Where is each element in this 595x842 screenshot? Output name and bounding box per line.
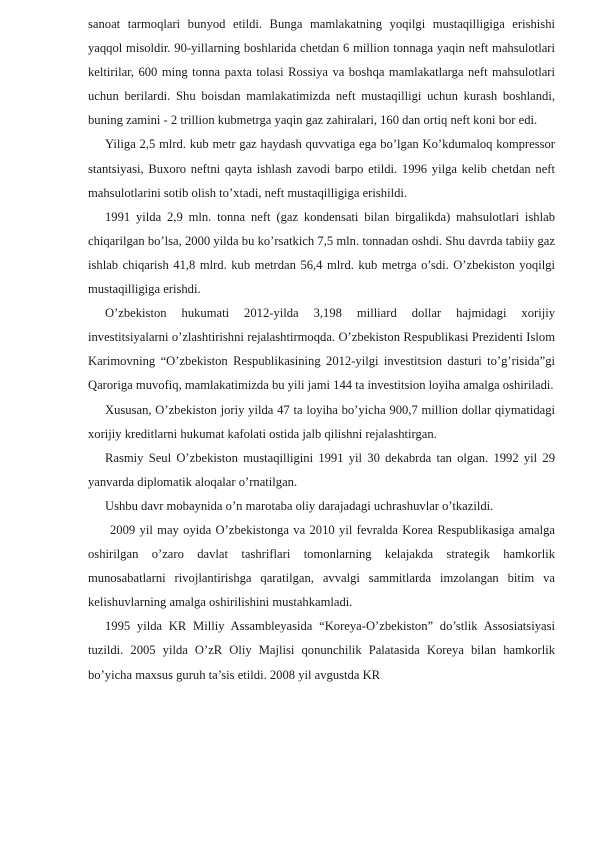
paragraph-foreign-credits: Xususan, O’zbekiston joriy yilda 47 ta loyiha bo’yicha 900,7 million dollar qiymatidagi xorijiy kreditlarni hukumat kafolati ostida jalb qilishni rejalashtirgan.: [88, 402, 555, 441]
paragraph-state-visits: 2009 yil may oyida O’zbekistonga va 2010 yil fevralda Korea Respublikasiga amalga oshirilgan o’zaro davlat tashriflari tomonlarning kelajakda strategik hamkorlik munosabatlarni rivojlantirishga qaratilgan, avvalgi sammitlarda imzolangan bitim va kelishuvlarning amalga oshirilishini mustahkamladi.: [88, 522, 555, 610]
paragraph-investments-2012: O’zbekiston hukumati 2012-yilda 3,198 milliard dollar hajmidagi xorijiy investitsiyalarni o’zlashtirishni rejalashtirmoqda. O’zbekiston Respublikasi Prezidenti Islom Karimovning “O’zbekiston Respublikasining 2012-yilgi investitsion dasturi to’g’risida”gi Qaroriga muvofiq, mamlakatimizda bu yili jami 144 ta investitsion loyiha amalga oshiriladi.: [88, 306, 555, 393]
paragraph-kokdumaloq-compressor: Yiliga 2,5 mlrd. kub metr gaz haydash quvvatiga ega bo’lgan Ko’kdumaloq kompressor stantsiyasi, Buxoro neftni qayta ishlash zavodi barpo etildi. 1996 yilga kelib chetdan neft mahsulotlarini sotib olish to’xtadi, neft mustaqilligiga erishildi.: [88, 137, 555, 200]
paragraph-oil-production-growth: 1991 yilda 2,9 mln. tonna neft (gaz kondensati bilan birgalikda) mahsulotlari ishlab chiqarilgan bo’lsa, 2000 yilda bu ko’rsatkich 7,5 mln. tonnadan oshdi. Shu davrda tabiiy gaz ishlab chiqarish 41,8 mlrd. kub metrdan 56,4 mlrd. kub metrga o’sdi. O’zbekiston yoqilgi mustaqilligiga erishdi.: [88, 209, 555, 297]
paragraph-friendship-association: 1995 yilda KR Milliy Assambleyasida “Koreya-O’zbekiston” do’stlik Assosiatsiyasi tuzildi. 2005 yilda O’zR Oliy Majlisi qonunchilik Palatasida Koreya bilan hamkorlik bo’yicha maxsus guruh ta’sis etildi. 2008 yil avgustda KR: [88, 619, 555, 682]
paragraph-high-level-meetings: Ushbu davr mobaynida o’n marotaba oliy darajadagi uchrashuvlar o’tkazildi.: [105, 498, 494, 513]
paragraph-seoul-recognition: Rasmiy Seul O’zbekiston mustaqilligini 1991 yil 30 dekabrda tan olgan. 1992 yil 29 yanvarda diplomatik aloqalar o’rnatilgan.: [88, 450, 555, 489]
document-body: [88, 12, 555, 687]
paragraph-oil-independence: sanoat tarmoqlari bunyod etildi. Bunga mamlakatning yoqilgi mustaqilligiga erishishi yaqqol misoldir. 90-yillarning boshlarida chetdan 6 million tonnaga yaqin neft mahsulotlari keltirilar, 600 ming tonna paxta tolasi Rossiya va boshqa mamlakatlarga neft mahsulotlari uchun berilardi. Shu boisdan mamlakatimizda neft mustaqilligi uchun kurash boshlandi, buning zamini - 2 trillion kubmetrga yaqin gaz zahiralari, 160 dan ortiq neft koni bor edi.: [88, 17, 555, 128]
